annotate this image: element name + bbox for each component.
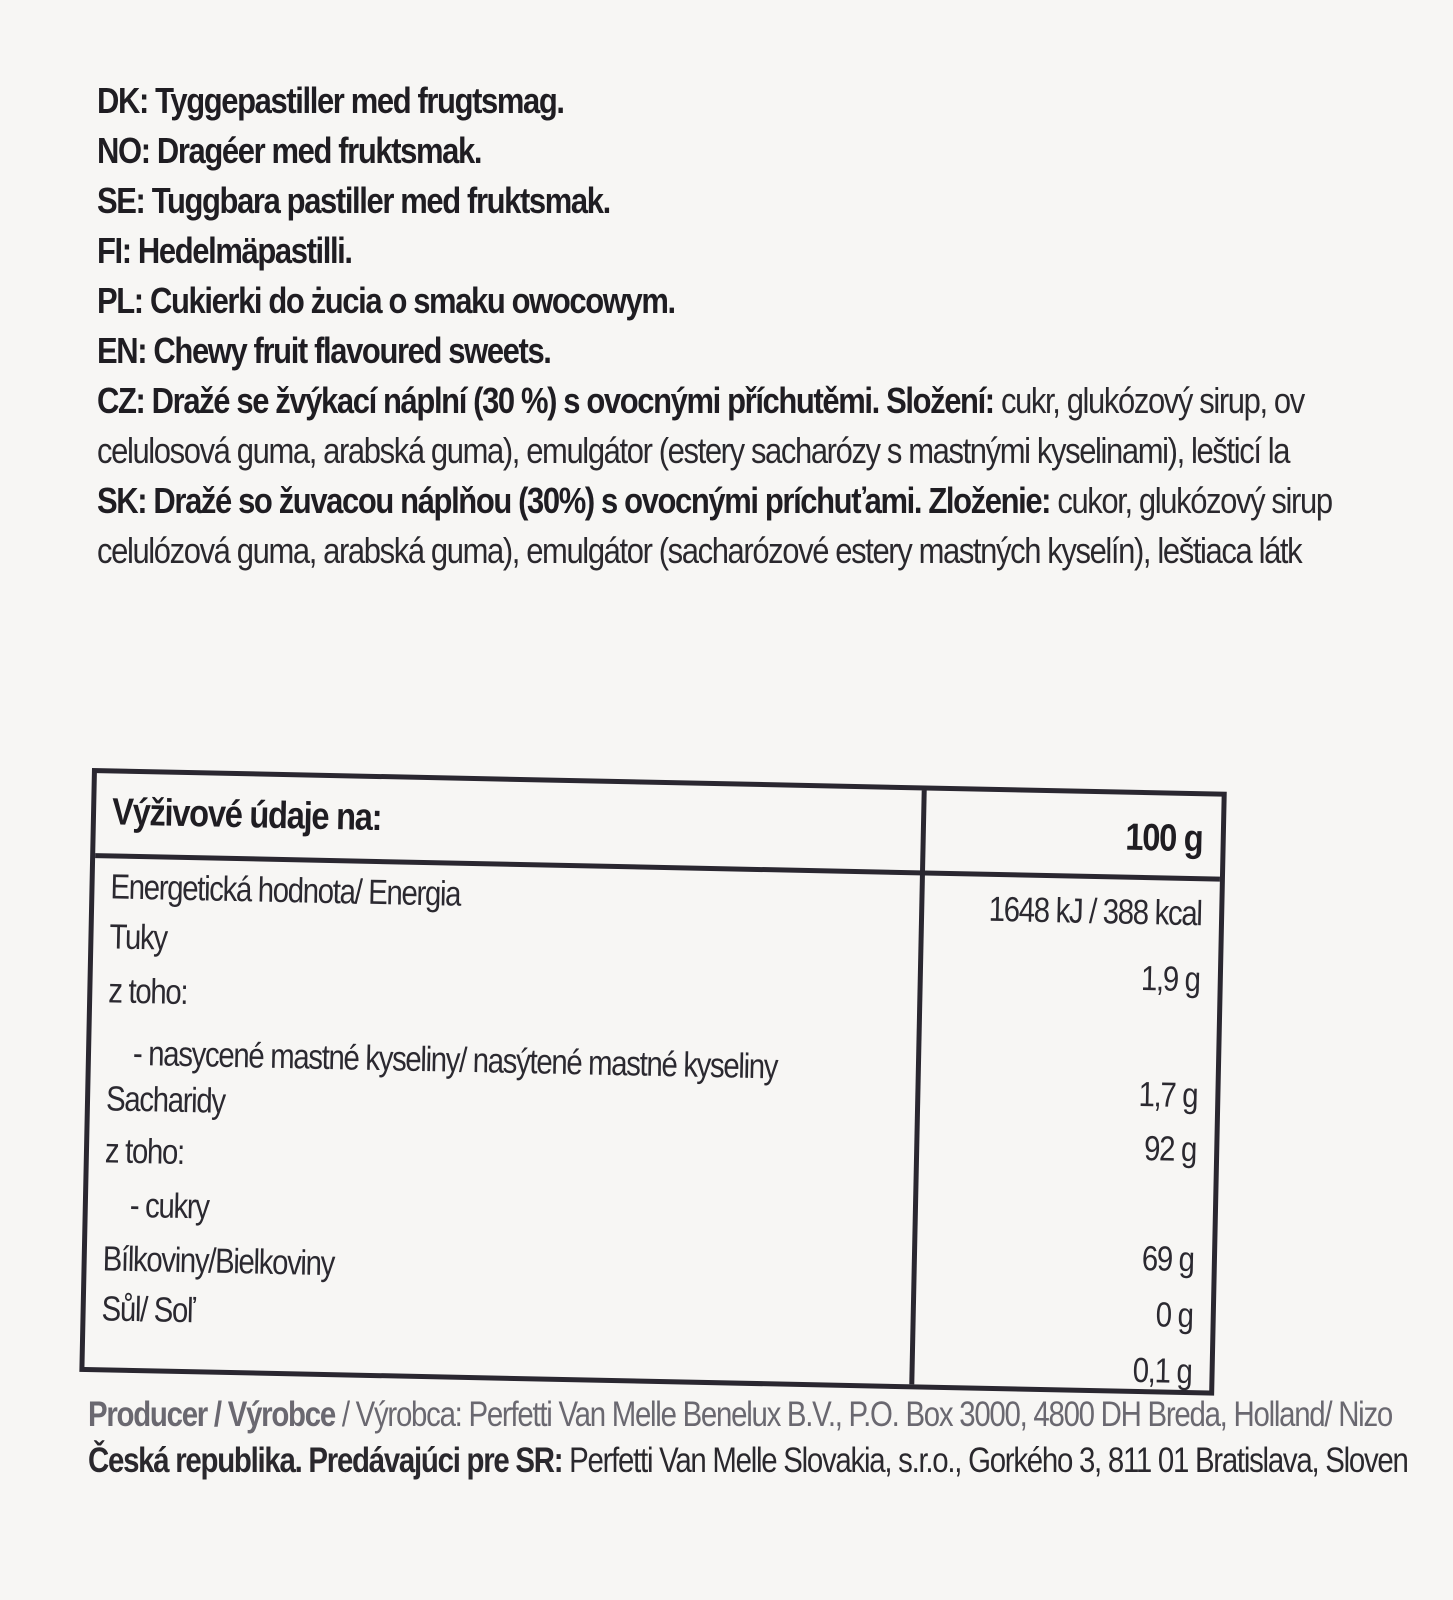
description-text: Cukierki do żucia o smaku owocowym. bbox=[142, 280, 675, 321]
lang-code: NO: bbox=[97, 130, 150, 171]
value-energy: 1648 kJ / 388 kcal bbox=[988, 889, 1202, 934]
producer-address: / Výrobca: Perfetti Van Melle Benelux B.V., P.O. Box 3000, 4800 DH Breda, Holland/ Nizo bbox=[334, 1395, 1392, 1434]
ingredients-cz-heading: CZ: Dražé se žvýkací náplní (30 %) s ovocnými příchutěmi. Složení: bbox=[97, 380, 994, 421]
ingredients-sk-line2 bbox=[97, 526, 1453, 576]
description-pl bbox=[97, 276, 1453, 326]
nutrition-table bbox=[79, 768, 1226, 1396]
ingredients-sk-heading: SK: Dražé so žuvacou náplňou (30%) s ovocnými príchuťami. Zloženie: bbox=[97, 480, 1051, 521]
value-fat: 1,9 g bbox=[1140, 959, 1201, 1000]
description-dk bbox=[97, 76, 1453, 126]
producer-line bbox=[88, 1392, 1453, 1438]
seller-address: Perfetti Van Melle Slovakia, s.r.o., Gorkého 3, 811 01 Bratislava, Sloven bbox=[562, 1441, 1408, 1480]
lang-code: FI: bbox=[97, 230, 131, 271]
value-protein: 0 g bbox=[1155, 1295, 1194, 1336]
label-of-which: z toho: bbox=[104, 1131, 185, 1173]
product-descriptions bbox=[97, 76, 1453, 576]
ingredients-sk-line1 bbox=[97, 476, 1453, 526]
description-text: Tuggbara pastiller med fruktsmak. bbox=[144, 180, 610, 221]
nutrition-header-left bbox=[95, 773, 927, 875]
label-of-which: z toho: bbox=[107, 971, 188, 1013]
seller-line bbox=[88, 1438, 1453, 1484]
ingredients-sk-continuation: celulózová guma, arabská guma), emulgátor (sacharózové estery mastných kyselín), leštiaca látk bbox=[97, 530, 1302, 571]
lang-code: PL: bbox=[97, 280, 143, 321]
label-protein: Bílkoviny/Bielkoviny bbox=[102, 1239, 335, 1284]
lang-code: SE: bbox=[97, 180, 145, 221]
value-carbohydrates: 92 g bbox=[1143, 1129, 1197, 1170]
ingredients-cz-line1 bbox=[97, 376, 1453, 426]
description-text: Tyggepastiller med frugtsmag. bbox=[147, 80, 564, 121]
nutrition-title: Výživové údaje na: bbox=[111, 791, 382, 840]
description-text: Dragéer med fruktsmak. bbox=[149, 130, 482, 171]
nutrition-values bbox=[930, 885, 1220, 1392]
producer-info bbox=[88, 1392, 1453, 1484]
ingredients-cz-line2 bbox=[97, 426, 1453, 476]
producer-heading: Producer / Výrobce bbox=[88, 1395, 335, 1434]
description-en bbox=[97, 326, 1453, 376]
label-energy: Energetická hodnota/ Energia bbox=[110, 867, 461, 914]
description-fi bbox=[97, 226, 1453, 276]
lang-code: DK: bbox=[97, 80, 148, 121]
lang-code: EN: bbox=[97, 330, 147, 371]
ingredients-cz-text: cukr, glukózový sirup, ov bbox=[993, 380, 1304, 421]
label-carbohydrates: Sacharidy bbox=[105, 1079, 226, 1121]
label-sugars: - cukry bbox=[129, 1185, 210, 1227]
nutrition-header-right bbox=[925, 790, 1222, 881]
value-sugars: 69 g bbox=[1141, 1239, 1195, 1280]
value-saturates: 1,7 g bbox=[1138, 1074, 1198, 1116]
label-salt: Sůl/ Soľ bbox=[101, 1289, 195, 1331]
seller-heading: Česká republika. Predávajúci pre SR: bbox=[88, 1441, 563, 1480]
description-se bbox=[97, 176, 1453, 226]
description-no bbox=[97, 126, 1453, 176]
ingredients-cz-continuation: celulosová guma, arabská guma), emulgátor (estery sacharózy s mastnými kyselinami), lešticí la bbox=[97, 430, 1290, 471]
label-saturates: - nasycené mastné kyseliny/ nasýtené mastné kyseliny bbox=[132, 1033, 778, 1087]
value-salt: 0,1 g bbox=[1132, 1350, 1193, 1392]
description-text: Chewy fruit flavoured sweets. bbox=[146, 330, 551, 371]
ingredients-sk-text: cukor, glukózový sirup bbox=[1050, 480, 1332, 521]
label-fat: Tuky bbox=[109, 917, 168, 958]
description-text: Hedelmäpastilli. bbox=[130, 230, 352, 271]
column-divider bbox=[909, 870, 925, 1384]
nutrition-unit: 100 g bbox=[1125, 816, 1204, 861]
